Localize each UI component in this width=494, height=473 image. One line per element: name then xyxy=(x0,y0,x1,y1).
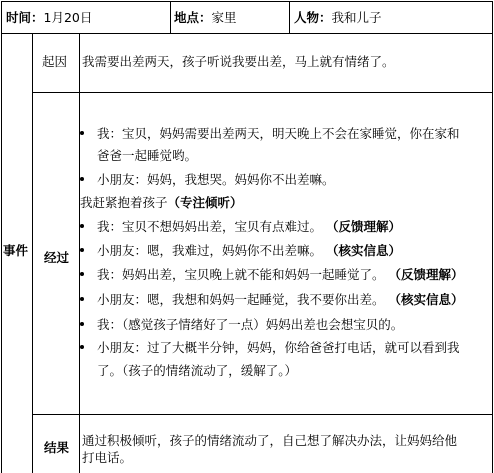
start-text: 我需要出差两天，孩子听说我要出差，马上就有情绪了。 xyxy=(82,54,395,69)
feedback-tag: （反馈理解） xyxy=(388,267,464,282)
people-cell xyxy=(294,10,382,26)
verify-tag: （核实信息） xyxy=(326,243,402,258)
bullet-icon xyxy=(80,224,84,228)
feedback-tag: （反馈理解） xyxy=(326,219,402,234)
hug-text: 我赶紧抱着孩子 xyxy=(80,195,168,210)
row-divider-start xyxy=(32,92,493,93)
process-label: 经过 xyxy=(44,250,70,265)
result-text-line2: 打电话。 xyxy=(82,450,133,465)
header-divider xyxy=(1,33,493,34)
hug-line xyxy=(80,193,243,209)
header-divider-people xyxy=(289,1,290,33)
label-column-divider xyxy=(79,33,80,473)
bullet-icon xyxy=(80,345,84,349)
people-value: 我和儿子 xyxy=(331,10,382,25)
time-label: 时间： xyxy=(6,10,44,25)
hug-tag: （专注倾听） xyxy=(167,195,243,210)
bullet-icon xyxy=(80,177,84,181)
event-record-table: 时间：1月20日 地点：家里 人物：我和儿子 事件 起因 我需要出差两天，孩子听说我要出差，马上就有情绪了。 经过 我：宝贝，妈妈需要出差两天，明天晚上不会在家睡觉，你在家和 爸爸一起睡觉哟。 小朋友：妈妈，我想哭。妈妈你不出差嘛。 我赶紧抱着孩子（专注倾听） 我：宝贝不想妈妈出差，宝贝有点难过。 （反馈理解） 小朋友：嗯，我难过，妈妈你不出差嘛。 （核实信息） 我：妈妈出差，宝贝晚上就不能和妈妈一起睡觉了。 （反馈理解） 小朋友：嗯，我想和妈妈一起睡觉，我不要你出差。 （核实信息） 我：（感觉孩子情绪好了一点）妈妈出差也会想宝贝的。 小朋友：过了大概半分钟，妈妈，你给爸爸打电话，就可以看到我 了。（孩子的情绪流动了，缓解了。） 结果 通过积极倾听，孩子的情绪流动了，自己想了解决办法，让妈妈给他 打电话。 xyxy=(0,0,494,473)
bullet-icon xyxy=(80,248,84,252)
verify-tag: （核实信息） xyxy=(388,292,464,307)
bullet-icon xyxy=(80,297,84,301)
event-label: 事件 xyxy=(3,243,29,258)
place-value: 家里 xyxy=(211,10,237,25)
result-label: 结果 xyxy=(44,440,70,455)
time-cell xyxy=(6,10,92,26)
result-text-line1: 通过积极倾听，孩子的情绪流动了，自己想了解决办法，让妈妈给他 xyxy=(82,433,458,448)
bullet-icon xyxy=(80,131,84,135)
people-label: 人物： xyxy=(294,10,332,25)
time-value: 1月20日 xyxy=(43,10,93,25)
table-border-right xyxy=(492,1,493,473)
table-border-left xyxy=(1,1,2,473)
bullet-icon xyxy=(80,272,84,276)
place-cell xyxy=(174,10,237,26)
table-border-top xyxy=(1,1,493,2)
header-divider-place xyxy=(170,1,171,33)
start-label: 起因 xyxy=(42,54,68,69)
event-column-divider xyxy=(32,33,33,473)
bullet-icon xyxy=(80,322,84,326)
place-label: 地点： xyxy=(174,10,212,25)
row-divider-result xyxy=(32,414,493,415)
